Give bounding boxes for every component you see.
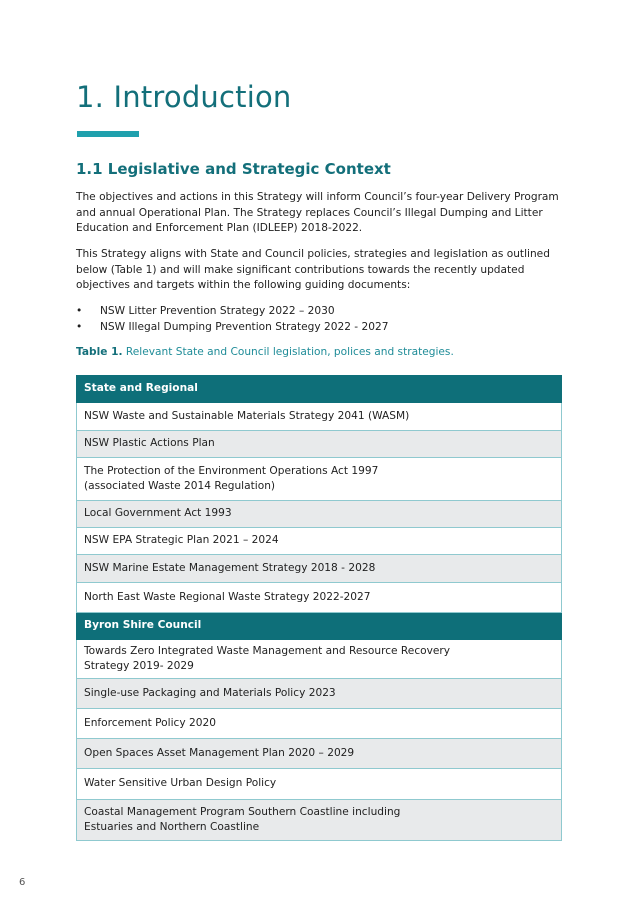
- table-row: [77, 679, 562, 709]
- table-row: [77, 458, 562, 501]
- table-cell: NSW Plastic Actions Plan: [77, 431, 562, 458]
- bullet-icon: •: [76, 305, 83, 317]
- table-row: [77, 800, 562, 841]
- list-item-text: NSW Litter Prevention Strategy 2022 – 2030: [100, 305, 335, 317]
- table-cell: Single-use Packaging and Materials Policy 2023: [77, 679, 562, 709]
- intro-paragraph-2: This Strategy aligns with State and Council policies, strategies and legislation as outlined below (Table 1) and will make significant contributions towards the recently updated objectives and targets within the following guiding documents:: [76, 248, 550, 292]
- table-section-header-council: [77, 613, 562, 640]
- table-cell: Open Spaces Asset Management Plan 2020 – 2029: [77, 739, 562, 769]
- table-cell: North East Waste Regional Waste Strategy 2022-2027: [77, 583, 562, 613]
- table-cell: Water Sensitive Urban Design Policy: [77, 769, 562, 800]
- table-cell: NSW Marine Estate Management Strategy 2018 - 2028: [77, 555, 562, 583]
- title-accent-rule: [77, 131, 139, 137]
- table-row: [77, 431, 562, 458]
- table-row: [77, 555, 562, 583]
- guiding-documents-list: [76, 304, 388, 335]
- table-cell: NSW Waste and Sustainable Materials Strategy 2041 (WASM): [77, 403, 562, 431]
- table-caption-label: Table 1.: [76, 346, 123, 358]
- bullet-icon: •: [76, 320, 83, 333]
- table-cell: Enforcement Policy 2020: [77, 709, 562, 739]
- table-row: [77, 403, 562, 431]
- table-row: [77, 640, 562, 679]
- table-cell: NSW EPA Strategic Plan 2021 – 2024: [77, 528, 562, 555]
- table-caption-text: Relevant State and Council legislation, polices and strategies.: [125, 346, 454, 358]
- table-row: [77, 769, 562, 800]
- page-number: 6: [19, 877, 26, 888]
- table-cell: The Protection of the Environment Operations Act 1997 (associated Waste 2014 Regulation): [77, 458, 562, 501]
- list-item-text: NSW Illegal Dumping Prevention Strategy 2022 - 2027: [100, 320, 389, 333]
- table-row: [77, 501, 562, 528]
- table-row: [77, 583, 562, 613]
- table-cell: Towards Zero Integrated Waste Management and Resource Recovery Strategy 2019- 2029: [77, 640, 562, 679]
- table-row: [77, 739, 562, 769]
- legislation-table: [76, 375, 562, 841]
- table-cell: State and Regional: [77, 376, 562, 403]
- table-caption: [76, 346, 454, 358]
- intro-paragraph-1: The objectives and actions in this Strategy will inform Council’s four-year Delivery Program and annual Operational Plan. The Strategy replaces Council’s Illegal Dumping and Litter Education and Enforcement Plan (IDLEEP) 2018-2022.: [76, 191, 559, 235]
- table-row: [77, 709, 562, 739]
- table-section-header-state: [77, 376, 562, 403]
- table-cell: Local Government Act 1993: [77, 501, 562, 528]
- list-item: [76, 320, 388, 336]
- table-row: [77, 528, 562, 555]
- section-heading: 1.1 Legislative and Strategic Context: [76, 160, 391, 178]
- table-cell: Coastal Management Program Southern Coastline including Estuaries and Northern Coastline: [77, 800, 562, 841]
- list-item: [76, 304, 388, 320]
- table-cell: Byron Shire Council: [77, 613, 562, 640]
- page-title: 1. Introduction: [76, 80, 292, 114]
